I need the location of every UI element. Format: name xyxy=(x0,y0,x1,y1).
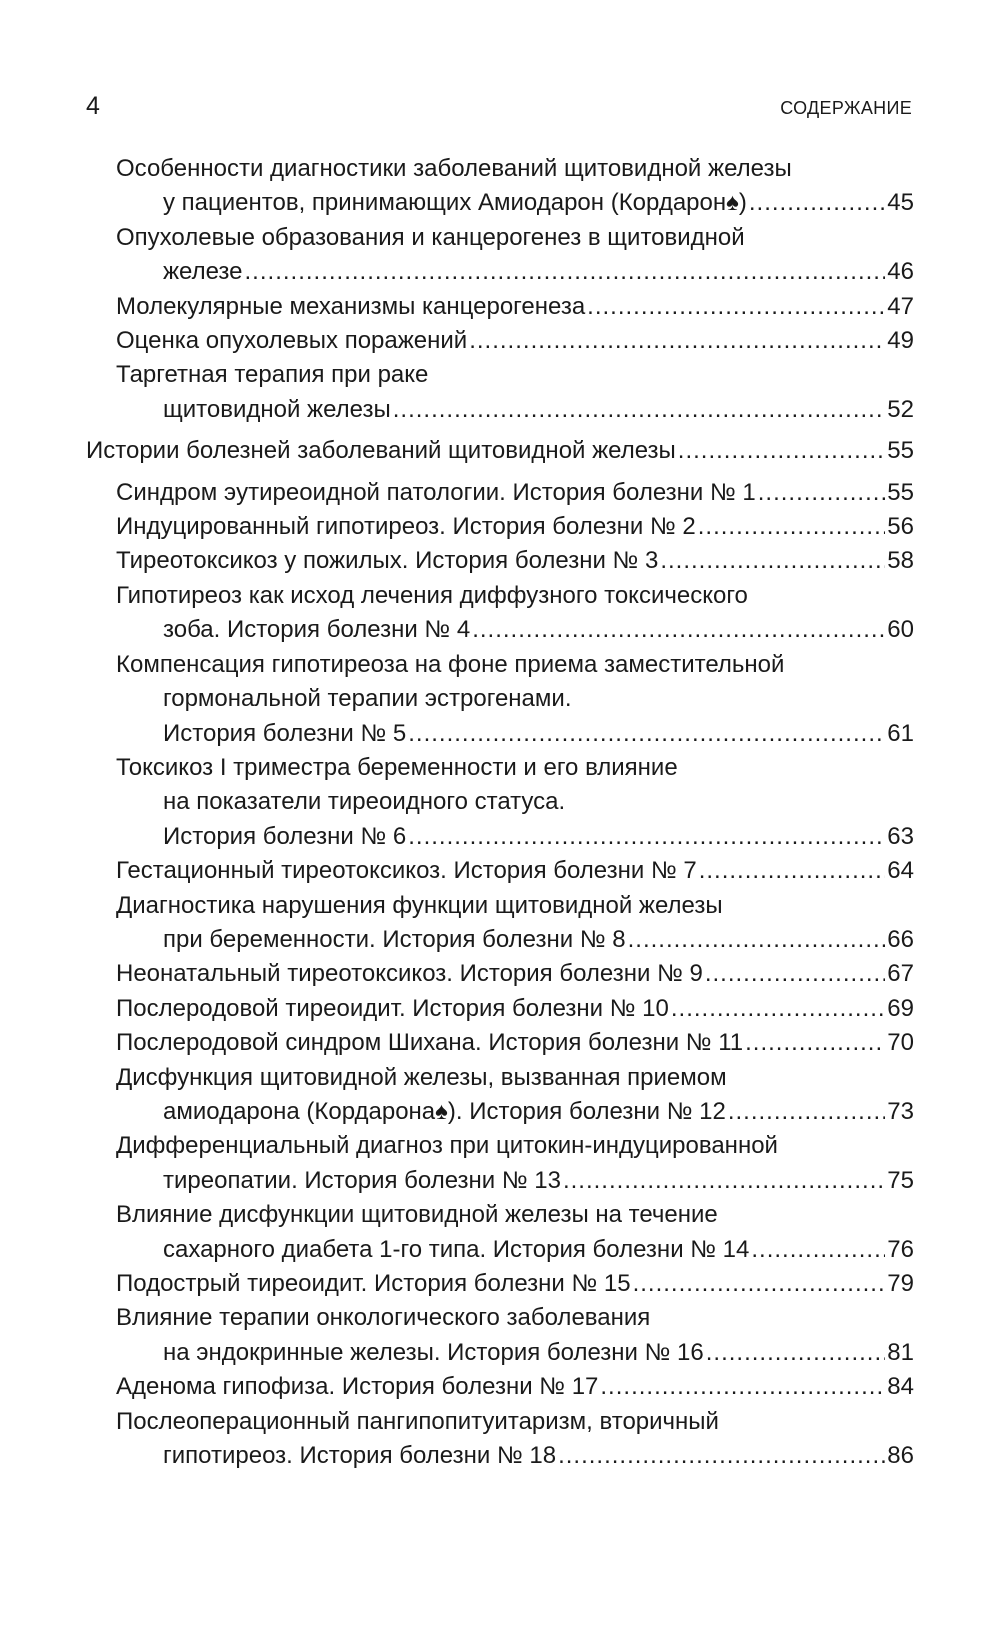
table-of-contents xyxy=(86,152,914,1473)
toc-entry-title: тиреопатии. История болезни № 13 xyxy=(163,1166,561,1194)
dot-leader xyxy=(245,255,886,289)
toc-entry-title: Послеродовой синдром Шихана. История болезни № 11 xyxy=(116,1029,744,1057)
toc-line xyxy=(116,393,914,427)
toc-entry-title: Неонатальный тиреотоксикоз. История болезни № 9 xyxy=(116,960,703,988)
dot-leader xyxy=(758,476,886,510)
toc-entry-title: Индуцированный гипотиреоз. История болезни № 2 xyxy=(116,513,696,541)
toc-line xyxy=(116,510,914,544)
running-head: СОДЕРЖАНИЕ xyxy=(780,98,912,118)
dot-leader xyxy=(558,1439,885,1473)
toc-entry-title: гипотиреоз. История болезни № 18 xyxy=(163,1442,557,1470)
toc-entry[interactable] xyxy=(116,1026,914,1060)
toc-line xyxy=(116,717,914,751)
toc-entry[interactable] xyxy=(116,1198,914,1267)
toc-line xyxy=(116,1370,914,1404)
toc-page-number: 55 xyxy=(887,437,914,465)
toc-line xyxy=(116,957,914,991)
toc-entry-title: щитовидной железы xyxy=(163,395,391,423)
toc-page-number: 84 xyxy=(887,1373,914,1401)
toc-entry[interactable] xyxy=(116,324,914,358)
toc-entry-title: История болезни № 6 xyxy=(163,822,407,850)
toc-line xyxy=(116,290,914,324)
toc-entry-title: при беременности. История болезни № 8 xyxy=(163,925,626,953)
toc-entry[interactable] xyxy=(116,152,914,221)
toc-page-number: 70 xyxy=(887,1029,914,1057)
toc-entry-title: Истории болезней заболеваний щитовидной железы xyxy=(86,437,676,465)
toc-page-number: 76 xyxy=(887,1235,914,1263)
toc-line xyxy=(116,1164,914,1198)
toc-entry[interactable] xyxy=(116,1267,914,1301)
dot-leader xyxy=(633,1267,886,1301)
toc-entry[interactable] xyxy=(116,290,914,324)
dot-leader xyxy=(728,1095,885,1129)
dot-leader xyxy=(699,854,886,888)
toc-line xyxy=(116,1233,914,1267)
toc-entry-title: Гестационный тиреотоксикоз. История болезни № 7 xyxy=(116,857,697,885)
toc-line: Гипотиреоз как исход лечения диффузного токсического xyxy=(116,581,748,609)
toc-line: Влияние дисфункции щитовидной железы на течение xyxy=(116,1201,718,1229)
dot-leader xyxy=(393,393,886,427)
toc-line xyxy=(116,820,914,854)
toc-line: Дифференциальный диагноз при цитокин-индуцированной xyxy=(116,1132,778,1160)
toc-entry-title: железе xyxy=(163,258,243,286)
dot-leader xyxy=(469,324,885,358)
toc-page-number: 55 xyxy=(887,478,914,506)
dot-leader xyxy=(678,434,886,468)
toc-line: Дисфункция щитовидной железы, вызванная приемом xyxy=(116,1063,727,1091)
toc-entry[interactable] xyxy=(116,544,914,578)
toc-page-number: 79 xyxy=(887,1270,914,1297)
toc-page-number: 67 xyxy=(887,960,914,988)
toc-page-number: 64 xyxy=(887,857,914,885)
toc-line: Компенсация гипотиреоза на фоне приема заместительной xyxy=(116,650,785,678)
toc-entry-title: История болезни № 5 xyxy=(163,719,407,747)
toc-entry-title: амиодарона (Кордарона♠). История болезни № 12 xyxy=(163,1097,726,1125)
dot-leader xyxy=(563,1164,885,1198)
toc-line xyxy=(116,992,914,1026)
dot-leader xyxy=(628,923,886,957)
toc-line xyxy=(86,434,914,468)
dot-leader xyxy=(600,1370,885,1404)
toc-line xyxy=(116,544,914,578)
toc-page-number: 75 xyxy=(887,1166,914,1194)
dot-leader xyxy=(698,510,886,544)
toc-entry[interactable] xyxy=(116,1129,914,1198)
toc-entry[interactable] xyxy=(116,992,914,1026)
toc-entry-title: Подострый тиреоидит. История болезни № 15 xyxy=(116,1270,631,1297)
toc-entry-title: Аденома гипофиза. История болезни № 17 xyxy=(116,1373,599,1401)
toc-entry-title: на эндокринные железы. История болезни № 16 xyxy=(163,1338,704,1366)
dot-leader xyxy=(408,820,885,854)
toc-entry-title: Оценка опухолевых поражений xyxy=(116,327,468,355)
toc-page-number: 61 xyxy=(887,719,914,747)
toc-entry-title: Синдром эутиреоидной патологии. История болезни № 1 xyxy=(116,478,756,506)
toc-line xyxy=(116,1095,914,1129)
toc-page-number: 86 xyxy=(887,1442,914,1470)
toc-page-number: 69 xyxy=(887,994,914,1022)
toc-line xyxy=(116,255,914,289)
toc-line xyxy=(116,324,914,358)
toc-entry[interactable] xyxy=(116,1405,914,1474)
dot-leader xyxy=(745,1026,885,1060)
toc-entry-title: у пациентов, принимающих Амиодарон (Кордарон♠) xyxy=(163,189,747,217)
toc-entry[interactable] xyxy=(116,221,914,290)
toc-line xyxy=(116,1026,914,1060)
toc-line: Диагностика нарушения функции щитовидной железы xyxy=(116,891,723,919)
dot-leader xyxy=(671,992,885,1026)
toc-entry[interactable] xyxy=(116,1301,914,1370)
toc-entry[interactable] xyxy=(116,510,914,544)
page-number: 4 xyxy=(86,92,100,120)
dot-leader xyxy=(472,613,885,647)
toc-page-number: 56 xyxy=(887,513,914,541)
toc-page-number: 81 xyxy=(887,1338,914,1366)
toc-section[interactable] xyxy=(86,434,914,468)
toc-line: гормональной терапии эстрогенами. xyxy=(163,685,572,713)
dot-leader xyxy=(751,1233,885,1267)
toc-entry-title: Тиреотоксикоз у пожилых. История болезни № 3 xyxy=(116,547,659,575)
toc-entry-title: сахарного диабета 1-го типа. История болезни № 14 xyxy=(163,1235,750,1263)
toc-page-number: 66 xyxy=(887,925,914,953)
toc-line: Токсикоз I триместра беременности и его влияние xyxy=(116,753,678,781)
toc-line: Опухолевые образования и канцерогенез в щитовидной xyxy=(116,223,745,251)
toc-line xyxy=(116,613,914,647)
toc-entry[interactable] xyxy=(116,854,914,888)
toc-line xyxy=(116,186,914,220)
dot-leader xyxy=(408,717,885,751)
toc-page-number: 46 xyxy=(887,258,914,286)
toc-line: Особенности диагностики заболеваний щитовидной железы xyxy=(116,155,792,182)
toc-line xyxy=(116,1439,914,1473)
toc-page-number: 73 xyxy=(887,1097,914,1125)
toc-entry[interactable] xyxy=(116,648,914,751)
dot-leader xyxy=(660,544,885,578)
toc-entry-title: зоба. История болезни № 4 xyxy=(163,616,471,644)
toc-entry[interactable] xyxy=(116,957,914,991)
toc-line xyxy=(116,923,914,957)
toc-page-number: 58 xyxy=(887,547,914,575)
toc-line: Послеоперационный пангипопитуитаризм, вторичный xyxy=(116,1407,719,1435)
toc-page-number: 49 xyxy=(887,327,914,355)
toc-page-number: 45 xyxy=(887,189,914,217)
toc-entry[interactable] xyxy=(116,358,914,427)
toc-line xyxy=(116,1336,914,1370)
toc-page-number: 52 xyxy=(887,395,914,423)
toc-line xyxy=(116,854,914,888)
toc-entry[interactable] xyxy=(116,751,914,854)
toc-entry[interactable] xyxy=(116,579,914,648)
toc-line: на показатели тиреоидного статуса. xyxy=(163,788,566,816)
toc-page-number: 47 xyxy=(887,292,914,320)
toc-line xyxy=(116,476,914,510)
toc-entry-title: Молекулярные механизмы канцерогенеза xyxy=(116,292,586,320)
toc-line xyxy=(116,1267,914,1301)
toc-line: Влияние терапии онкологического заболевания xyxy=(116,1304,651,1332)
toc-line: Таргетная терапия при раке xyxy=(116,361,429,389)
dot-leader xyxy=(587,290,885,324)
dot-leader xyxy=(705,957,885,991)
toc-page-number: 63 xyxy=(887,822,914,850)
toc-entry[interactable] xyxy=(116,889,914,958)
dot-leader xyxy=(706,1336,886,1370)
dot-leader xyxy=(749,186,885,220)
toc-entry[interactable] xyxy=(116,476,914,510)
toc-page-number: 60 xyxy=(887,616,914,644)
toc-entry[interactable] xyxy=(116,1061,914,1130)
toc-entry[interactable] xyxy=(116,1370,914,1404)
toc-entry-title: Послеродовой тиреоидит. История болезни № 10 xyxy=(116,994,669,1022)
